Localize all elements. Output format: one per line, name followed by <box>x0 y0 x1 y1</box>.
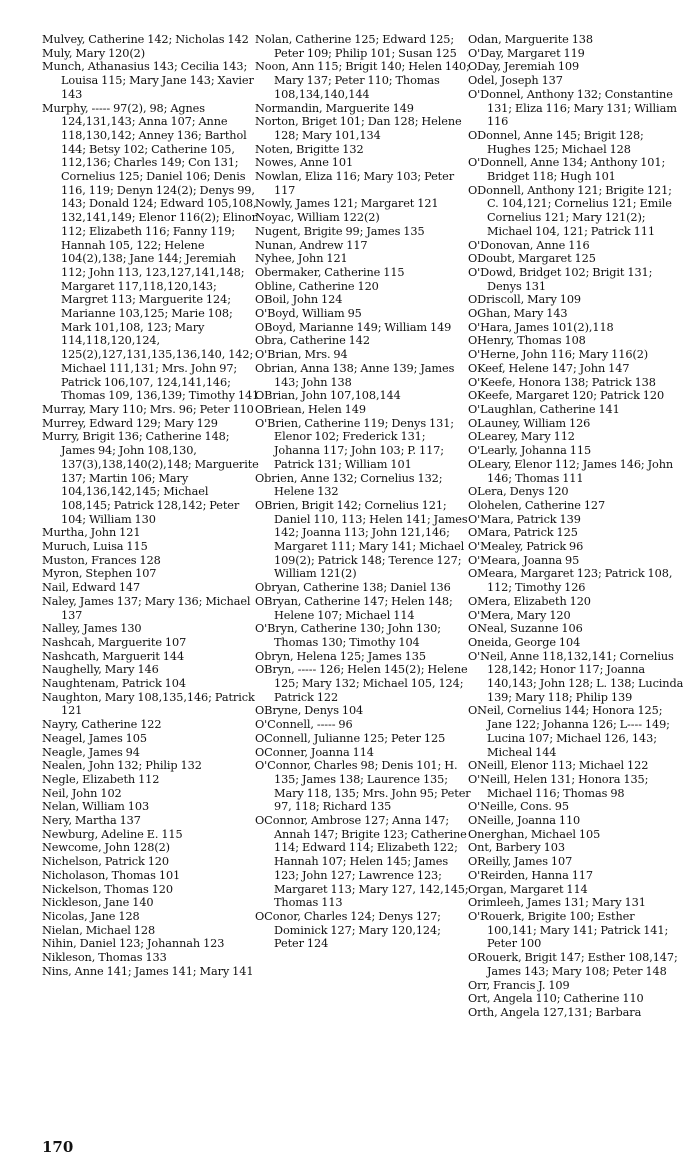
index-entry: ONeill, Elenor 113; Michael 122 <box>468 759 649 773</box>
index-entry: ODriscoll, Mary 109 <box>468 293 582 307</box>
index-entry: OMera, Elizabeth 120 <box>468 594 591 608</box>
index-entry: OConner, Joanna 114 <box>255 745 374 759</box>
index-entry: Nowlan, Eliza 116; Mary 103; Peter 117 <box>255 170 455 197</box>
index-entry: Nickelson, Thomas 120 <box>42 882 173 896</box>
index-entry: Nowes, Anne 101 <box>255 156 354 170</box>
page-number: 170 <box>42 1138 74 1156</box>
index-entry: O'Day, Margaret 119 <box>468 46 585 60</box>
index-entry: OMara, Patrick 125 <box>468 526 578 540</box>
index-entry: Nyhee, John 121 <box>255 252 348 266</box>
index-entry: Odan, Marguerite 138 <box>468 33 593 46</box>
index-entry: OMeara, Margaret 123; Patrick 108, 112; Timothy 126 <box>468 567 673 595</box>
index-entry: Ort, Angela 110; Catherine 110 <box>468 992 644 1006</box>
index-entry: ONeil, Cornelius 144; Honora 125; Jane 122; Johanna 126; L---- 149; Lucina 107; Michael 126, 143; Micheal 144 <box>468 704 670 759</box>
index-column-2 <box>255 33 473 951</box>
index-entry: Newcome, John 128(2) <box>42 841 170 855</box>
index-entry: Naley, James 137; Mary 136; Michael 137 <box>42 594 251 622</box>
index-entry: ODoubt, Margaret 125 <box>468 252 596 266</box>
index-entry: OBrian, John 107,108,144 <box>255 389 401 403</box>
index-entry: Neagel, James 105 <box>42 731 147 745</box>
index-entry: Orr, Francis J. 109 <box>468 978 570 992</box>
index-entry: OConnell, Julianne 125; Peter 125 <box>255 731 446 745</box>
index-entry: Olohelen, Catherine 127 <box>468 498 606 512</box>
index-entry: Muston, Frances 128 <box>42 553 161 567</box>
index-entry: Obermaker, Catherine 115 <box>255 265 405 279</box>
index-entry: Neil, John 102 <box>42 786 122 800</box>
index-entry: O'Donovan, Anne 116 <box>468 238 590 252</box>
index-entry: Nail, Edward 147 <box>42 581 141 595</box>
index-entry: Naughtenam, Patrick 104 <box>42 677 186 691</box>
index-entry: Obryan, Catherine 138; Daniel 136 <box>255 581 451 595</box>
index-entry: Negle, Elizabeth 112 <box>42 772 160 786</box>
index-entry: Nery, Martha 137 <box>42 814 141 828</box>
index-column-3 <box>468 33 686 1020</box>
index-entry: Murrey, Edward 129; Mary 129 <box>42 416 218 430</box>
index-entry: O'Rouerk, Brigite 100; Esther 100,141; Mary 141; Patrick 141; Peter 100 <box>468 910 669 951</box>
index-entry: Orth, Angela 127,131; Barbara <box>468 1005 642 1019</box>
index-entry: OLauney, William 126 <box>468 416 591 430</box>
index-column-1 <box>42 33 260 979</box>
index-entry: OBryn, ----- 126; Helen 145(2); Helene 125; Mary 132; Michael 105, 124; Patrick 122 <box>255 663 468 704</box>
index-entry: ONeal, Suzanne 106 <box>468 622 583 636</box>
index-entry: Mulvey, Catherine 142; Nicholas 142 <box>42 33 249 46</box>
index-entry: OReilly, James 107 <box>468 855 573 869</box>
index-entry: O'Brian, Mrs. 94 <box>255 348 348 362</box>
index-entry: Nashcath, Marguerit 144 <box>42 649 185 663</box>
index-entry: O'Mara, Patrick 139 <box>468 512 581 526</box>
index-entry: OKeef, Helene 147; John 147 <box>468 361 630 375</box>
index-entry: Nelan, William 103 <box>42 800 150 814</box>
index-entry: Muruch, Luisa 115 <box>42 540 148 554</box>
index-entry: Nicholason, Thomas 101 <box>42 868 181 882</box>
index-entry: O'Donnel, Anthony 132; Constantine 131; Eliza 116; Mary 131; William 116 <box>468 87 677 129</box>
index-entry: Murphy, ----- 97(2), 98; Agnes 124,131,143; Anna 107; Anne 118,130,142; Anney 136; Barthol 144; Betsy 102; Catherine 105, 112,136; Charles 149; Con 131; Cornelius 125; Daniel 106; Denis 116, 119; Denyn 124(2); Denys 99, 143; Donald 124; Edward 105,108, 132,141,149; Elenor 116(2); Elinor 112; Elizabeth 116; Fanny 119; Hannah 105, 122; Helene 104(2),138; Jane 144; Jeremiah 112; John 113, 123,127,141,148; Margaret 117,118,120,143; Margret 113; Marguerite 124; Marianne 103,125; Marie 108; Mark 101,108, 123; Mary 114,118,120,124, 125(2),127,131,135,136,140, 142; Michael 111,131; Mrs. John 97; Patrick 106,107, 124,141,146; Thomas 109, 136,139; Timothy 141 <box>42 101 260 403</box>
index-entry: OGhan, Mary 143 <box>468 307 568 321</box>
index-entry: Nolan, Catherine 125; Edward 125; Peter 109; Philip 101; Susan 125 <box>255 33 457 60</box>
index-entry: OBoyd, Marianne 149; William 149 <box>255 320 452 334</box>
index-entry: Nikleson, Thomas 133 <box>42 951 167 965</box>
index-entry: Muly, Mary 120(2) <box>42 46 146 60</box>
index-entry: Munch, Athanasius 143; Cecilia 143; Louisa 115; Mary Jane 143; Xavier 143 <box>42 60 254 101</box>
index-entry: O'Hara, James 101(2),118 <box>468 320 614 334</box>
index-entry: ODay, Jeremiah 109 <box>468 60 580 74</box>
index-entry: O'Connor, Charles 98; Denis 101; H. 135; James 138; Laurence 135; Mary 118, 135; Mrs. John 95; Peter 97, 118; Richard 135 <box>255 759 471 814</box>
index-entry: Naughelly, Mary 146 <box>42 663 159 677</box>
index-entry: Obrien, Anne 132; Cornelius 132; Helene 132 <box>255 471 443 499</box>
index-entry: Nealen, John 132; Philip 132 <box>42 759 202 773</box>
index-entry: Organ, Margaret 114 <box>468 882 588 896</box>
index-entry: O'Mera, Mary 120 <box>468 608 571 622</box>
index-entry: O'Boyd, William 95 <box>255 307 362 321</box>
index-entry: OConnor, Ambrose 127; Anna 147; Annah 147; Brigite 123; Catherine 114; Edward 114; Elizabeth 122; Hannah 107; Helen 145; James 123; John 127; Lawrence 123; Margaret 113; Mary 127, 142,145; Thomas 113 <box>255 814 469 910</box>
index-entry: OLera, Denys 120 <box>468 485 569 499</box>
index-entry: Norton, Briget 101; Dan 128; Helene 128; Mary 101,134 <box>255 115 462 142</box>
index-entry: Neagle, James 94 <box>42 745 140 759</box>
index-entry: O'Bryn, Catherine 130; John 130; Thomas 130; Timothy 104 <box>255 622 441 649</box>
index-entry: Oneida, George 104 <box>468 635 581 649</box>
index-entry: Obrian, Anna 138; Anne 139; James 143; John 138 <box>255 361 455 389</box>
index-entry: O'Neill, Helen 131; Honora 135; Michael 116; Thomas 98 <box>468 772 649 800</box>
index-entry: O'Dowd, Bridget 102; Brigit 131; Denys 131 <box>468 265 653 293</box>
index-entry: Orimleeh, James 131; Mary 131 <box>468 896 646 910</box>
index-entry: OHenry, Thomas 108 <box>468 334 586 348</box>
index-entry: OConor, Charles 124; Denys 127; Dominick 127; Mary 120,124; Peter 124 <box>255 910 441 951</box>
index-entry: Murry, Brigit 136; Catherine 148; James 94; John 108,130, 137(3),138,140(2),148; Marguerite 137; Martin 106; Mary 104,136,142,145; Michael 108,145; Patrick 128,142; Peter 104; William 130 <box>42 430 259 526</box>
index-entry: O'Neil, Anne 118,132,141; Cornelius 128,142; Honor 117; Joanna 140,143; John 128; L. 138; Lucinda 139; Mary 118; Philip 139 <box>468 649 684 704</box>
index-entry: Nunan, Andrew 117 <box>255 238 368 252</box>
index-entry: OBriean, Helen 149 <box>255 402 366 416</box>
index-entry: O'Herne, John 116; Mary 116(2) <box>468 348 649 362</box>
index-entry: O'Brien, Catherine 119; Denys 131; Elenor 102; Frederick 131; Johanna 117; John 103; P. 117; Patrick 131; William 101 <box>255 416 454 471</box>
index-entry: O'Connell, ----- 96 <box>255 718 353 732</box>
index-entry: Nihin, Daniel 123; Johannah 123 <box>42 937 225 951</box>
index-entry: OLearey, Mary 112 <box>468 430 575 444</box>
index-entry: OBryan, Catherine 147; Helen 148; Helene 107; Michael 114 <box>255 594 453 622</box>
index-entry: OKeefe, Margaret 120; Patrick 120 <box>468 389 665 403</box>
index-entry: Nugent, Brigite 99; James 135 <box>255 224 425 238</box>
index-entry: Nashcah, Marguerite 107 <box>42 635 187 649</box>
index-entry: Normandin, Marguerite 149 <box>255 101 414 115</box>
index-entry: O'Reirden, Hanna 117 <box>468 868 593 882</box>
index-entry: OBoil, John 124 <box>255 293 343 307</box>
index-entry: Murtha, John 121 <box>42 526 141 540</box>
index-entry: Nielan, Michael 128 <box>42 923 156 937</box>
index-entry: Murray, Mary 110; Mrs. 96; Peter 110 <box>42 402 254 416</box>
index-entry: Nalley, James 130 <box>42 622 142 636</box>
index-entry: Ont, Barbery 103 <box>468 841 565 855</box>
index-entry: Noten, Brigitte 132 <box>255 142 364 156</box>
index-entry: OBrien, Brigit 142; Cornelius 121; Daniel 110, 113; Helen 141; James 142; Joanna 113; John 121,146; Margaret 111; Mary 141; Michael 109(2); Patrick 148; Terence 127; William 121(2) <box>255 498 468 581</box>
index-entry: OLeary, Elenor 112; James 146; John 146; Thomas 111 <box>468 457 674 485</box>
index-entry: Obryn, Helena 125; James 135 <box>255 649 426 663</box>
index-entry: O'Keefe, Honora 138; Patrick 138 <box>468 375 656 389</box>
index-entry: Naughton, Mary 108,135,146; Patrick 121 <box>42 690 255 718</box>
index-entry: ODonnel, Anne 145; Brigit 128; Hughes 125; Michael 128 <box>468 128 644 156</box>
index-entry: Nicolas, Jane 128 <box>42 910 140 923</box>
index-entry: O'Neille, Cons. 95 <box>468 800 569 814</box>
index-entry: Nowly, James 121; Margaret 121 <box>255 197 439 211</box>
index-entry: O'Meara, Joanna 95 <box>468 553 580 567</box>
index-entry: Nichelson, Patrick 120 <box>42 855 169 869</box>
index-entry: Noon, Ann 115; Brigit 140; Helen 140; Mary 137; Peter 110; Thomas 108,134,140,144 <box>255 60 470 101</box>
index-entry: Nickleson, Jane 140 <box>42 896 154 910</box>
index-entry: O'Mealey, Patrick 96 <box>468 540 584 554</box>
index-entry: Obra, Catherine 142 <box>255 334 370 348</box>
index-entry: Obline, Catherine 120 <box>255 279 379 293</box>
index-entry: O'Donnell, Anne 134; Anthony 101; Bridget 118; Hugh 101 <box>468 156 666 184</box>
index-entry: ORouerk, Brigit 147; Esther 108,147; James 143; Mary 108; Peter 148 <box>468 951 678 978</box>
index-entry: Odel, Joseph 137 <box>468 74 563 88</box>
index-entry: Newburg, Adeline E. 115 <box>42 827 183 841</box>
index-entry: ODonnell, Anthony 121; Brigite 121; C. 104,121; Cornelius 121; Emile Cornelius 121; Mary 121(2); Michael 104, 121; Patrick 111 <box>468 183 672 238</box>
index-entry: ONeille, Joanna 110 <box>468 814 581 828</box>
index-entry: O'Learly, Johanna 115 <box>468 444 592 458</box>
index-entry: Nayry, Catherine 122 <box>42 718 162 732</box>
index-entry: Onerghan, Michael 105 <box>468 827 601 841</box>
index-entry: OBryne, Denys 104 <box>255 704 364 718</box>
index-entry: Nins, Anne 141; James 141; Mary 141 <box>42 964 254 978</box>
index-entry: Myron, Stephen 107 <box>42 567 157 581</box>
index-entry: Noyac, William 122(2) <box>255 211 380 225</box>
index-entry: O'Laughlan, Catherine 141 <box>468 402 620 416</box>
